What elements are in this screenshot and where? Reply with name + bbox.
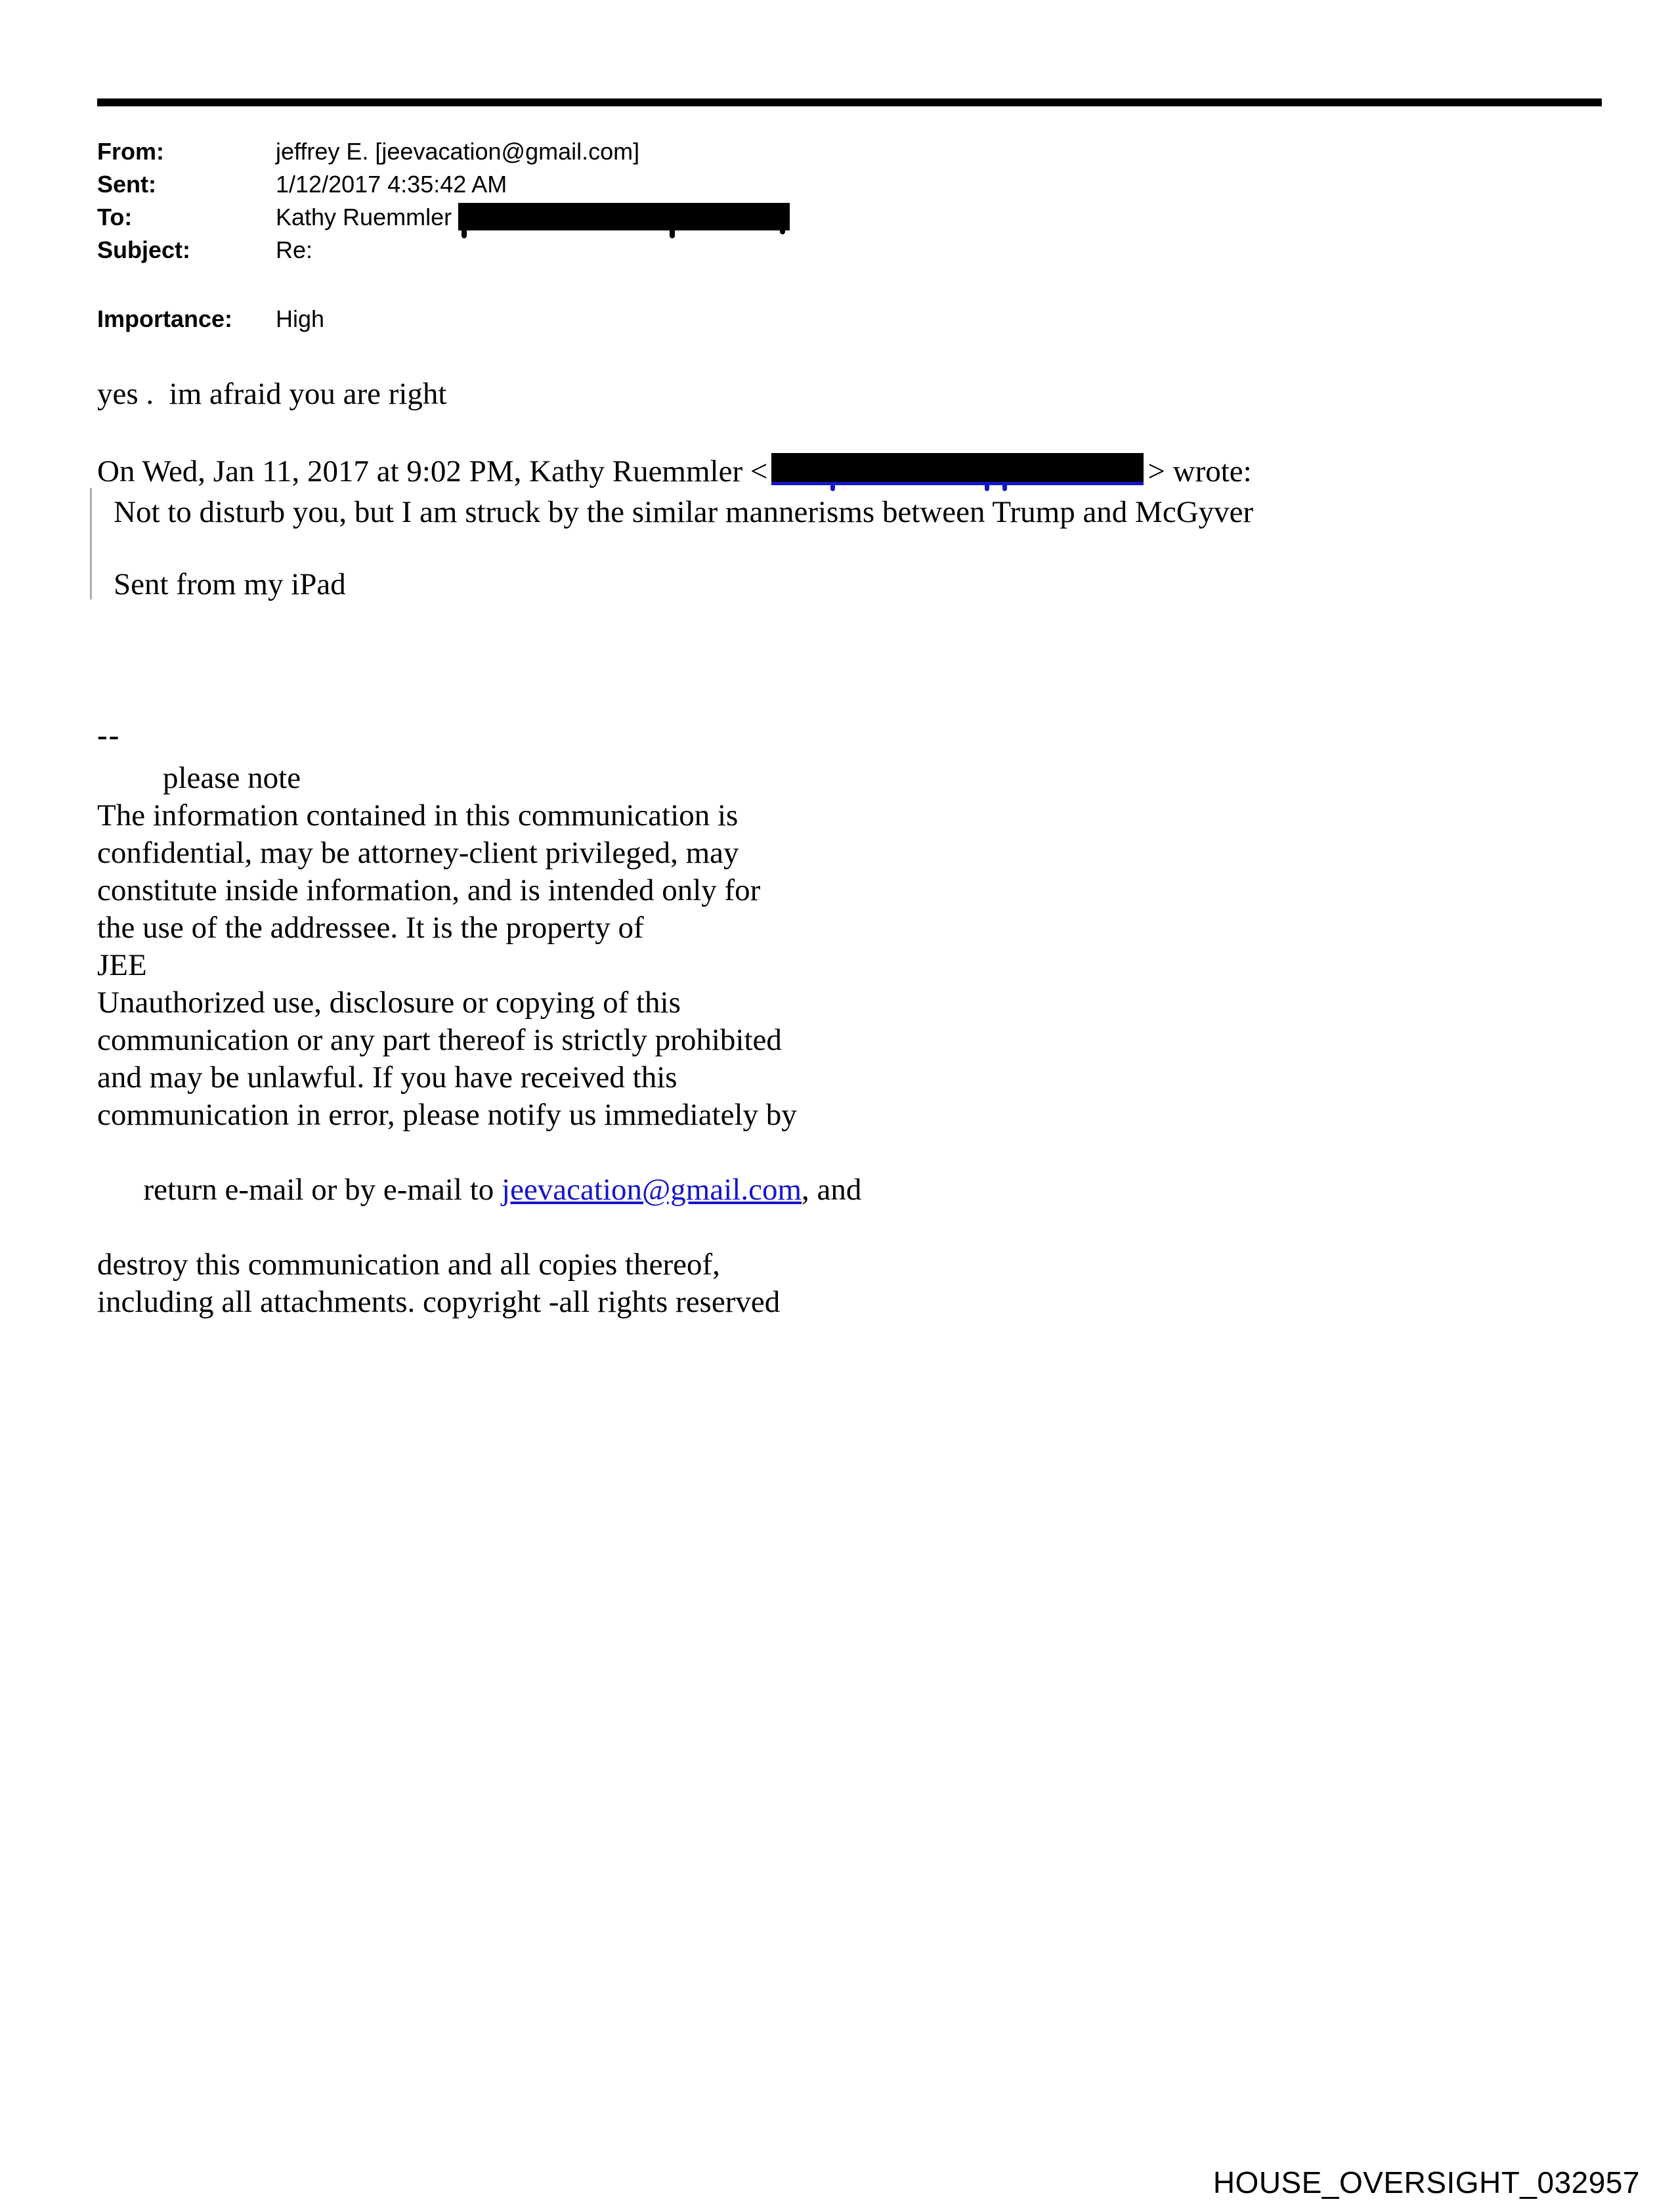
disclaimer-link-pre: return e-mail or by e-mail to [143,1173,502,1207]
disclaimer-line: destroy this communication and all copies thereof, [97,1247,720,1282]
header-row-subject [97,234,790,267]
email-header [97,135,790,336]
from-label: From: [97,138,164,165]
header-row-importance [97,303,790,336]
quoted-sent-from-ipad: Sent from my iPad [114,567,346,601]
to-label: To: [97,204,133,230]
disclaimer-line: The information contained in this communication is [97,798,739,833]
redaction-bar-to-email [458,203,790,230]
header-row-to [97,201,790,234]
disclaimer-line: constitute inside information, and is intended only for [97,873,761,907]
disclaimer-line: communication or any part thereof is strictly prohibited [97,1023,782,1057]
redaction-bar-quoted-email [771,453,1144,485]
importance-value: High [276,305,325,332]
disclaimer-link-line [97,1134,861,1246]
disclaimer-line: Unauthorized use, disclosure or copying of this [97,986,681,1020]
signature-separator: -- [97,718,121,752]
quote-indent-bar [90,488,92,599]
bates-stamp: HOUSE_OVERSIGHT_032957 [1213,2165,1640,2200]
header-divider-rule [97,98,1602,106]
jeevacation-email-link[interactable]: jeevacation@gmail.com [502,1173,802,1207]
disclaimer-line: confidential, may be attorney-client privileged, may [97,836,739,870]
importance-label: Importance: [97,305,233,332]
disclaimer-line: please note [163,761,301,795]
disclaimer-line: including all attachments. copyright -all rights reserved [97,1285,781,1319]
from-value: jeffrey E. [jeevacation@gmail.com] [276,138,640,165]
sent-value: 1/12/2017 4:35:42 AM [276,171,507,198]
header-row-sent [97,168,790,201]
disclaimer-line: and may be unlawful. If you have received this [97,1060,677,1095]
subject-value: Re: [276,236,313,263]
quote-attribution-line [97,453,1252,490]
disclaimer-line: the use of the addressee. It is the property of [97,911,644,945]
disclaimer-line: JEE [97,948,147,982]
subject-label: Subject: [97,236,191,263]
to-value: Kathy Ruemmler [276,204,452,230]
quoted-message-text: Not to disturb you, but I am struck by the similar mannerisms between Trump and McGyver [114,495,1254,529]
sent-label: Sent: [97,171,156,198]
disclaimer-line: communication in error, please notify us immediately by [97,1098,797,1132]
disclaimer-link-post: , and [802,1173,862,1207]
reply-text: yes . im afraid you are right [97,377,447,411]
header-row-from [97,135,790,168]
quote-attribution-prefix: On Wed, Jan 11, 2017 at 9:02 PM, Kathy Ruemmler < [97,454,768,488]
legal-disclaimer [97,760,861,1321]
quote-attribution-suffix: > wrote: [1148,454,1252,488]
